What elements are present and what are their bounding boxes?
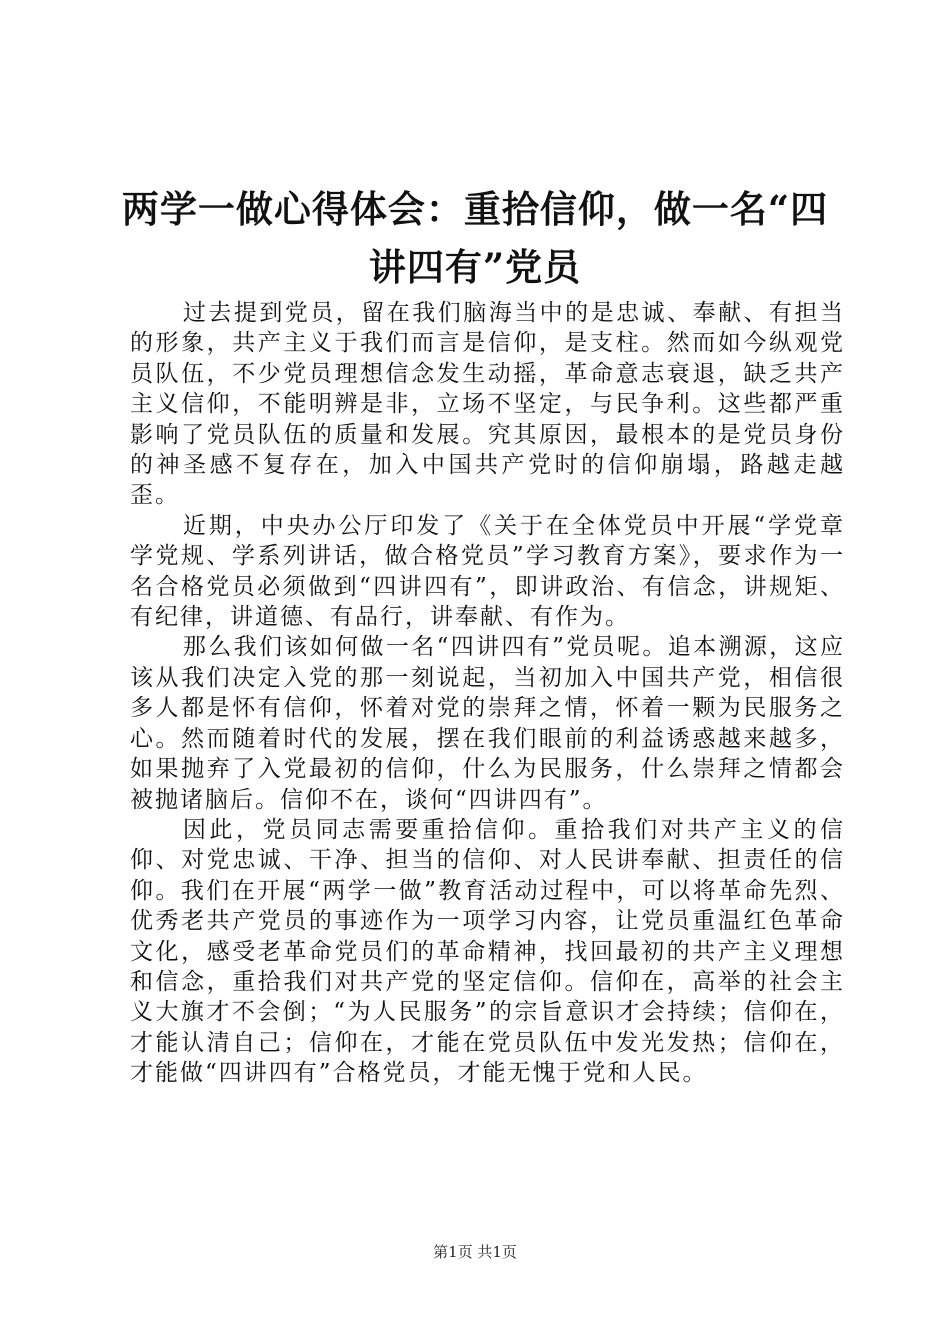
paragraph-1: 过去提到党员，留在我们脑海当中的是忠诚、奉献、有担当的形象，共产主义于我们而言是信仰，是支柱。然而如今纵观党员队伍，不少党员理想信念发生动摇，革命意志衰退，缺乏共产主义信仰，不能明辨是非，立场不坚定，与民争利。这些都严重影响了党员队伍的质量和发展。究其原因，最根本的是党员身份的神圣感不复存在，加入中国共产党时的信仰崩塌，路越走越歪。 — [130, 300, 845, 509]
paragraph-2: 近期，中央办公厅印发了《关于在全体党员中开展“学党章学党规、学系列讲话，做合格党员”学习教育方案》，要求作为一名合格党员必须做到“四讲四有”，即讲政治、有信念，讲规矩、有纪律，讲道德、有品行，讲奉献、有作为。 — [130, 512, 845, 631]
document-body — [130, 298, 845, 1089]
paragraph-3: 那么我们该如何做一名“四讲四有”党员呢。追本溯源，这应该从我们决定入党的那一刻说起，当初加入中国共产党，相信很多人都是怀有信仰，怀着对党的崇拜之情，怀着一颗为民服务之心。然而随着时代的发展，摆在我们眼前的利益诱惑越来越多，如果抛弃了入党最初的信仰，什么为民服务，什么崇拜之情都会被抛诸脑后。信仰不在，谈何“四讲四有”。 — [130, 634, 845, 813]
document-title: 两学一做心得体会：重拾信仰，做一名“四讲四有”党员 — [121, 187, 829, 289]
page-number-footer: 第1页 共1页 — [433, 1243, 517, 1261]
paragraph-4: 因此，党员同志需要重拾信仰。重拾我们对共产主义的信仰、对党忠诚、干净、担当的信仰、对人民讲奉献、担责任的信仰。我们在开展“两学一做”教育活动过程中，可以将革命先烈、优秀老共产党员的事迹作为一项学习内容，让党员重温红色革命文化，感受老革命党员们的革命精神，找回最初的共产主义理想和信念，重拾我们对共产党的坚定信仰。信仰在，高举的社会主义大旗才不会倒；“为人民服务”的宗旨意识才会持续；信仰在，才能认清自己；信仰在，才能在党员队伍中发光发热；信仰在，才能做“四讲四有”合格党员，才能无愧于党和人民。 — [130, 816, 845, 1087]
